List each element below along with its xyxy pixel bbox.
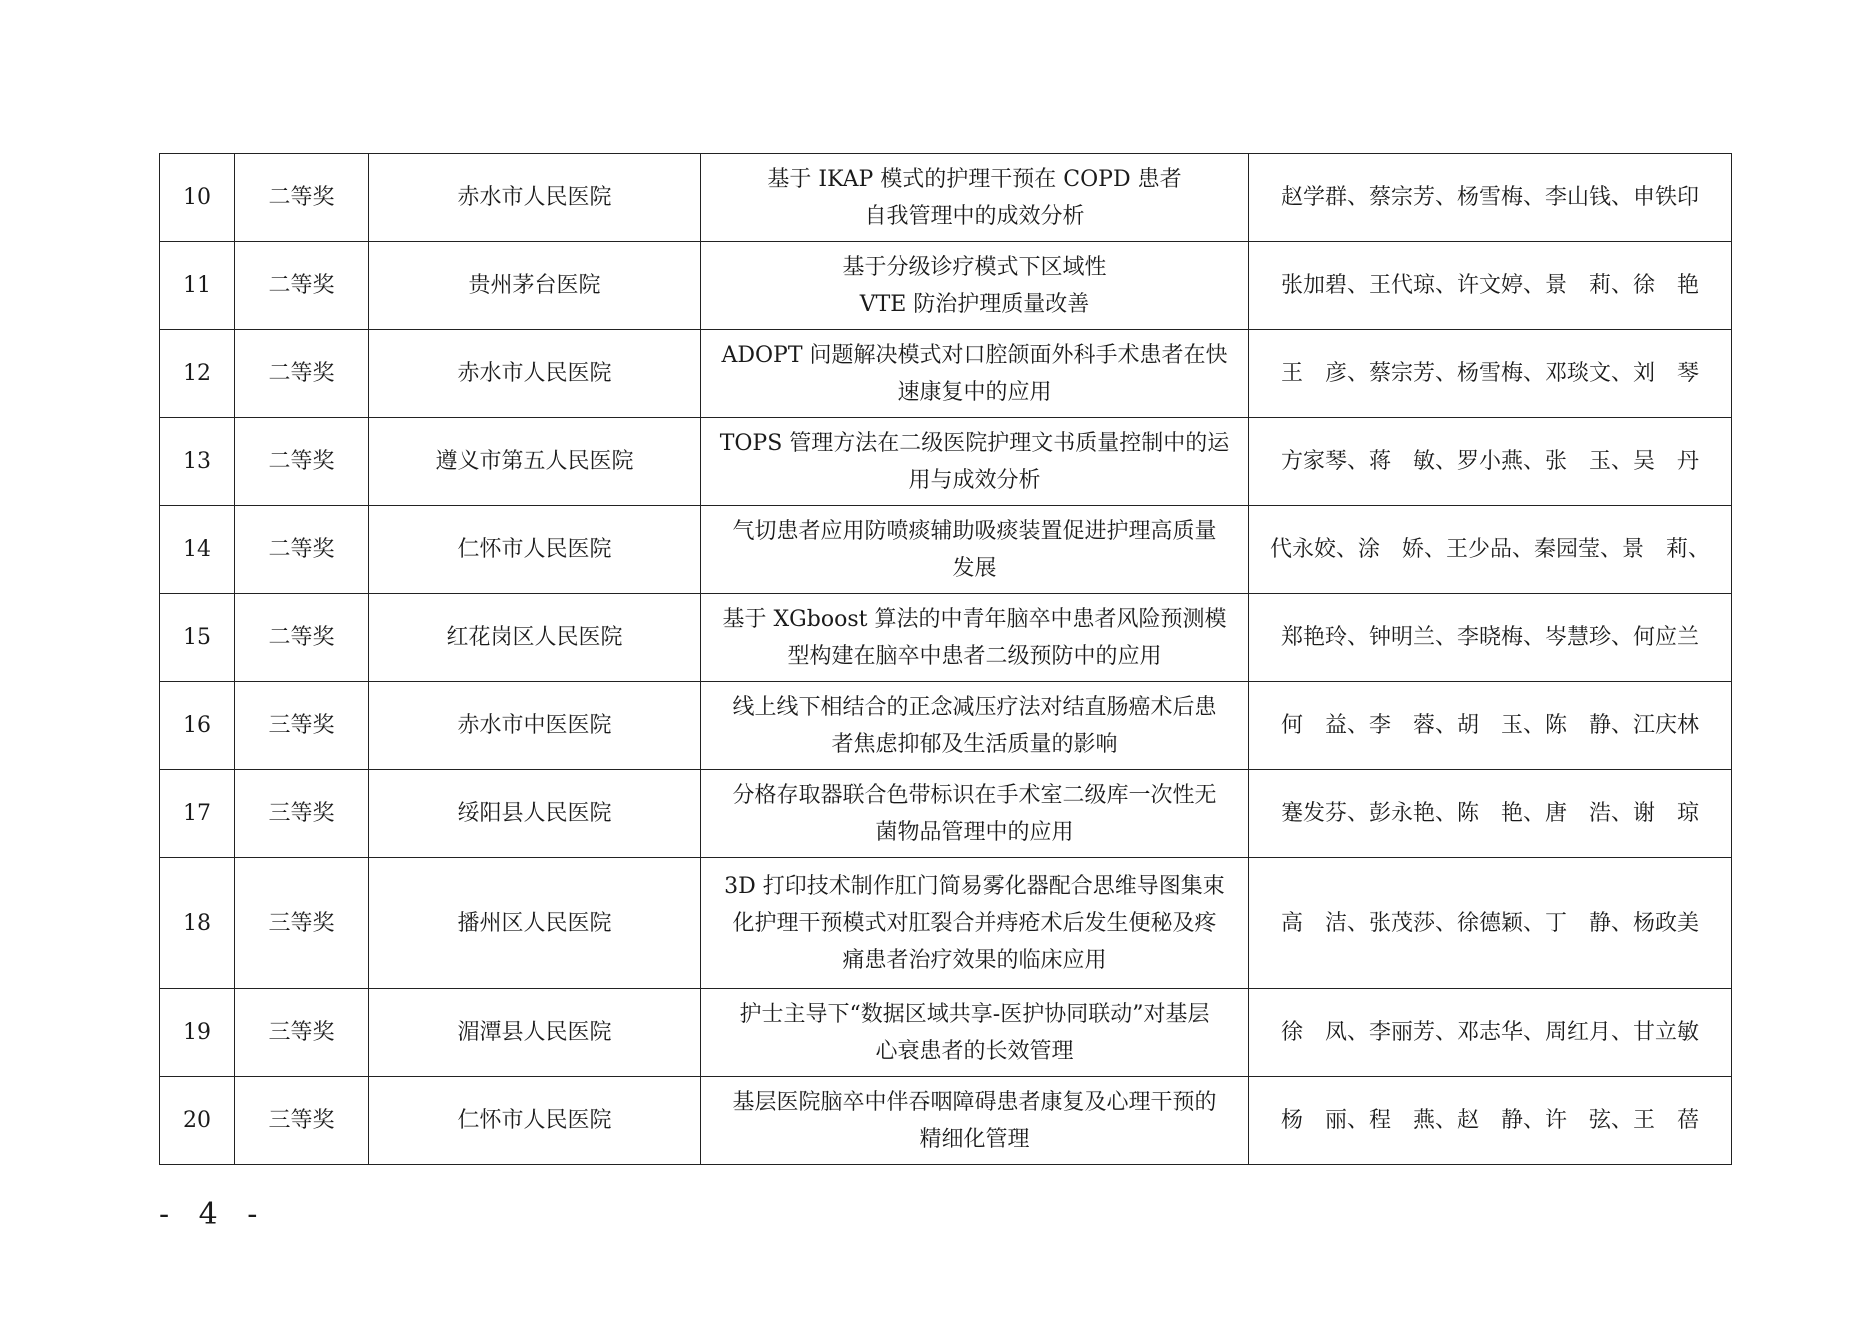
table-row (160, 418, 1732, 506)
project-title-cell (701, 682, 1249, 770)
table-row (160, 330, 1732, 418)
project-title-line: 者焦虑抑郁及生活质量的影响 (831, 731, 1118, 757)
team-members-cell: 何 益、李 蓉、胡 玉、陈 静、江庆林 (1249, 682, 1732, 770)
project-title-line: 自我管理中的成效分析 (864, 203, 1085, 229)
row-number-cell: 10 (160, 154, 235, 242)
award-level-cell: 二等奖 (235, 506, 369, 594)
award-level-cell: 三等奖 (235, 770, 369, 858)
project-title-line: 心衰患者的长效管理 (875, 1038, 1074, 1064)
project-title-cell (701, 242, 1249, 330)
project-title-cell (701, 770, 1249, 858)
project-title-line: 基于分级诊疗模式下区域性 (842, 254, 1107, 280)
project-title-line: 用与成效分析 (908, 467, 1041, 493)
row-number-cell: 19 (160, 989, 235, 1077)
project-title-line: 基层医院脑卒中伴吞咽障碍患者康复及心理干预的 (732, 1089, 1217, 1115)
table-row (160, 858, 1732, 989)
row-number-cell: 14 (160, 506, 235, 594)
page-number: - 4 - (159, 1197, 268, 1232)
project-title-line: 分格存取器联合色带标识在手术室二级库一次性无 (732, 782, 1217, 808)
project-title-cell (701, 330, 1249, 418)
table-row (160, 154, 1732, 242)
team-members-cell: 赵学群、蔡宗芳、杨雪梅、李山钱、申铁印 (1249, 154, 1732, 242)
hospital-cell: 遵义市第五人民医院 (369, 418, 701, 506)
awards-table (159, 153, 1732, 1165)
row-number-cell: 13 (160, 418, 235, 506)
hospital-cell: 赤水市中医医院 (369, 682, 701, 770)
project-title-line: ADOPT 问题解决模式对口腔颌面外科手术患者在快 (721, 342, 1228, 368)
team-members-cell: 杨 丽、程 燕、赵 静、许 弦、王 蓓 (1249, 1077, 1732, 1165)
project-title-cell (701, 506, 1249, 594)
team-members-cell: 徐 凤、李丽芳、邓志华、周红月、甘立敏 (1249, 989, 1732, 1077)
project-title-line: 痛患者治疗效果的临床应用 (842, 947, 1107, 973)
hospital-cell: 贵州茅台医院 (369, 242, 701, 330)
team-members-cell: 郑艳玲、钟明兰、李晓梅、岑慧珍、何应兰 (1249, 594, 1732, 682)
table-row (160, 770, 1732, 858)
hospital-cell: 仁怀市人民医院 (369, 506, 701, 594)
table-row (160, 682, 1732, 770)
team-members-cell: 蹇发芬、彭永艳、陈 艳、唐 浩、谢 琼 (1249, 770, 1732, 858)
row-number-cell: 12 (160, 330, 235, 418)
project-title-line: 基于 IKAP 模式的护理干预在 COPD 患者 (767, 166, 1182, 192)
award-level-cell: 三等奖 (235, 1077, 369, 1165)
award-level-cell: 三等奖 (235, 989, 369, 1077)
table-row (160, 1077, 1732, 1165)
project-title-cell (701, 989, 1249, 1077)
project-title-line: 基于 XGboost 算法的中青年脑卒中患者风险预测模 (722, 606, 1227, 632)
award-level-cell: 三等奖 (235, 682, 369, 770)
award-level-cell: 二等奖 (235, 330, 369, 418)
table-row (160, 989, 1732, 1077)
project-title-line: 菌物品管理中的应用 (875, 819, 1074, 845)
hospital-cell: 仁怀市人民医院 (369, 1077, 701, 1165)
project-title-line: 型构建在脑卒中患者二级预防中的应用 (787, 643, 1162, 669)
team-members-cell: 王 彦、蔡宗芳、杨雪梅、邓琰文、刘 琴 (1249, 330, 1732, 418)
row-number-cell: 17 (160, 770, 235, 858)
team-members-cell: 高 洁、张茂莎、徐德颖、丁 静、杨政美 (1249, 858, 1732, 989)
hospital-cell: 湄潭县人民医院 (369, 989, 701, 1077)
project-title-line: 速康复中的应用 (897, 379, 1052, 405)
award-level-cell: 二等奖 (235, 154, 369, 242)
hospital-cell: 绥阳县人民医院 (369, 770, 701, 858)
project-title-line: 发展 (952, 555, 997, 581)
team-members-cell: 张加碧、王代琼、许文婷、景 莉、徐 艳 (1249, 242, 1732, 330)
project-title-cell (701, 858, 1249, 989)
hospital-cell: 赤水市人民医院 (369, 330, 701, 418)
project-title-line: 气切患者应用防喷痰辅助吸痰装置促进护理高质量 (732, 518, 1217, 544)
project-title-line: TOPS 管理方法在二级医院护理文书质量控制中的运 (719, 430, 1230, 456)
project-title-line: VTE 防治护理质量改善 (859, 291, 1090, 317)
award-level-cell: 二等奖 (235, 242, 369, 330)
row-number-cell: 20 (160, 1077, 235, 1165)
row-number-cell: 18 (160, 858, 235, 989)
row-number-cell: 11 (160, 242, 235, 330)
hospital-cell: 红花岗区人民医院 (369, 594, 701, 682)
project-title-line: 3D 打印技术制作肛门简易雾化器配合思维导图集束 (724, 873, 1225, 899)
project-title-cell (701, 594, 1249, 682)
table-row (160, 242, 1732, 330)
team-members-cell: 方家琴、蒋 敏、罗小燕、张 玉、吴 丹 (1249, 418, 1732, 506)
project-title-cell (701, 1077, 1249, 1165)
project-title-line: 护士主导下“数据区域共享-医护协同联动”对基层 (739, 1001, 1210, 1027)
project-title-line: 精细化管理 (919, 1126, 1030, 1152)
hospital-cell: 播州区人民医院 (369, 858, 701, 989)
table-row (160, 506, 1732, 594)
row-number-cell: 15 (160, 594, 235, 682)
award-level-cell: 三等奖 (235, 858, 369, 989)
award-level-cell: 二等奖 (235, 594, 369, 682)
project-title-cell (701, 154, 1249, 242)
table-row (160, 594, 1732, 682)
team-members-cell: 代永姣、涂 娇、王少品、秦园莹、景 莉、 (1249, 506, 1732, 594)
row-number-cell: 16 (160, 682, 235, 770)
project-title-line: 化护理干预模式对肛裂合并痔疮术后发生便秘及疼 (732, 910, 1217, 936)
project-title-cell (701, 418, 1249, 506)
project-title-line: 线上线下相结合的正念减压疗法对结直肠癌术后患 (732, 694, 1217, 720)
hospital-cell: 赤水市人民医院 (369, 154, 701, 242)
award-level-cell: 二等奖 (235, 418, 369, 506)
awards-table-body (160, 154, 1732, 1165)
